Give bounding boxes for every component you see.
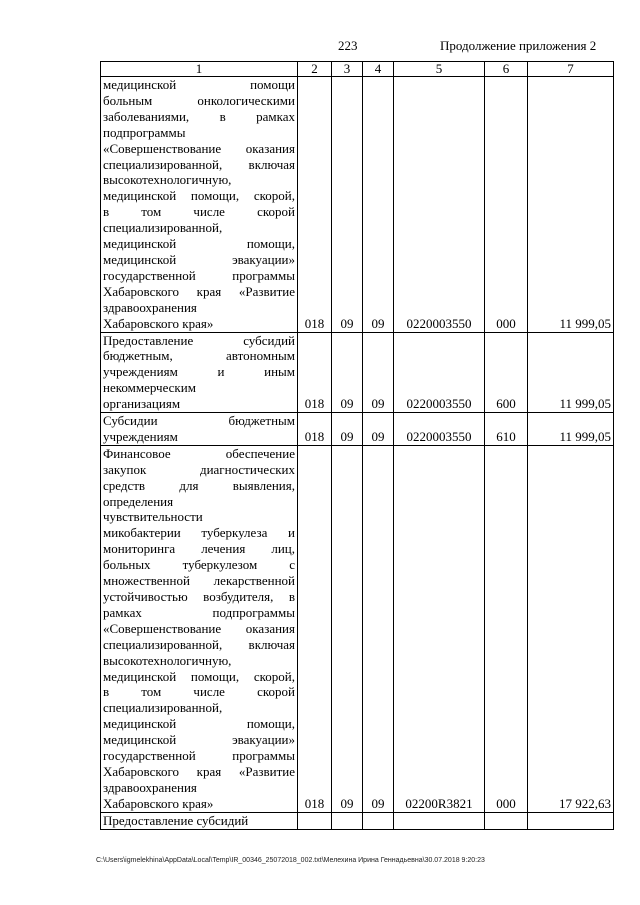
grbs-code-cell: 018	[298, 413, 332, 446]
item-name-line: больным онкологическими	[103, 92, 295, 108]
section-code-cell: 09	[332, 413, 363, 446]
subsection-code-cell: 09	[363, 413, 394, 446]
amount-cell: 11 999,05	[528, 413, 614, 446]
grbs-code-cell: 018	[298, 445, 332, 812]
table-row	[101, 332, 614, 413]
item-name-line: Субсидии бюджетным	[103, 413, 295, 429]
item-name-line: некоммерческим	[103, 380, 196, 396]
item-name-line: учреждениям	[103, 428, 178, 444]
section-code-cell: 09	[332, 445, 363, 812]
item-name-line: специализированной,	[103, 220, 223, 236]
item-name-line: средств для выявления,	[103, 477, 295, 493]
item-name-line: заболеваниями, в рамках	[103, 108, 295, 124]
item-name-line: государственной программы	[103, 267, 295, 283]
item-name-line: медицинской помощи, скорой,	[103, 668, 295, 684]
item-name-line: чувствительности	[103, 509, 203, 525]
amount-cell: 11 999,05	[528, 332, 614, 413]
item-name-line: «Совершенствование оказания	[103, 620, 295, 636]
appendix-continuation: Продолжение приложения 2	[440, 38, 597, 53]
expense-type-cell: 600	[485, 332, 528, 413]
item-name-line: высокотехнологичную,	[103, 652, 232, 668]
amount-cell: 11 999,05	[528, 77, 614, 333]
item-name-cell	[101, 812, 298, 829]
item-name-line: рамках подпрограммы	[103, 604, 295, 620]
page-number: 223	[338, 38, 358, 53]
expense-type-cell: 000	[485, 77, 528, 333]
grbs-code-cell: 018	[298, 332, 332, 413]
subsection-code-cell	[363, 812, 394, 829]
file-path-footer: C:\Users\igmelekhina\AppData\Local\Temp\IR_00346_25072018_002.txt\Мелехина Ирина Геннадьевна\30.07.2018 9:20:23	[96, 857, 485, 864]
section-code-cell	[332, 812, 363, 829]
target-article-cell: 0220003550	[394, 332, 485, 413]
item-name-line: учреждениям и иным	[103, 364, 295, 380]
column-header: 4	[363, 62, 394, 77]
item-name-line: Хабаровского края»	[103, 795, 214, 811]
section-code-cell: 09	[332, 332, 363, 413]
item-name-line: устойчивостью возбудителя, в	[103, 589, 295, 604]
grbs-code-cell	[298, 812, 332, 829]
header-row	[101, 62, 614, 77]
item-name-line: высокотехнологичную,	[103, 172, 232, 188]
item-name-cell	[101, 445, 298, 812]
amount-cell: 17 922,63	[528, 445, 614, 812]
table-row	[101, 77, 614, 333]
expense-type-cell: 000	[485, 445, 528, 812]
item-name-line: медицинской помощи	[103, 77, 295, 92]
item-name-line: больных туберкулезом с	[103, 557, 295, 573]
column-header: 7	[528, 62, 614, 77]
item-name-line: специализированной, включая	[103, 636, 295, 652]
column-header: 3	[332, 62, 363, 77]
section-code-cell: 09	[332, 77, 363, 333]
item-name-line: медицинской помощи,	[103, 716, 295, 732]
item-name-line: специализированной,	[103, 700, 223, 716]
column-header: 2	[298, 62, 332, 77]
item-name-line: здравоохранения	[103, 299, 197, 315]
item-name-line: Хабаровского края «Развитие	[103, 763, 295, 779]
item-name-line: медицинской эвакуации»	[103, 732, 295, 748]
item-name-line: «Совершенствование оказания	[103, 140, 295, 156]
item-name-line: бюджетным, автономным	[103, 348, 295, 364]
item-name-line: определения	[103, 493, 174, 509]
table-row	[101, 445, 614, 812]
column-header: 5	[394, 62, 485, 77]
grbs-code-cell: 018	[298, 77, 332, 333]
table-row	[101, 413, 614, 446]
item-name-line: мониторинга лечения лиц,	[103, 541, 295, 557]
item-name-line: в том числе скорой	[103, 684, 295, 700]
item-name-line: Финансовое обеспечение	[103, 445, 295, 461]
target-article-cell: 0220003550	[394, 413, 485, 446]
item-name-cell	[101, 77, 298, 333]
item-name-line: множественной лекарственной	[103, 573, 295, 589]
expense-type-cell	[485, 812, 528, 829]
item-name-cell	[101, 332, 298, 413]
item-name-line: микобактерии туберкулеза и	[103, 525, 295, 541]
item-name-line: Хабаровского края «Развитие	[103, 283, 295, 299]
subsection-code-cell: 09	[363, 77, 394, 333]
item-name-cell	[101, 413, 298, 446]
item-name-line: закупок диагностических	[103, 461, 295, 477]
item-name-line: медицинской помощи, скорой,	[103, 188, 295, 204]
amount-cell	[528, 812, 614, 829]
subsection-code-cell: 09	[363, 445, 394, 812]
item-name-line: государственной программы	[103, 748, 295, 764]
column-header: 1	[101, 62, 298, 77]
item-name-line: Хабаровского края»	[103, 315, 214, 331]
table-row	[101, 812, 614, 829]
target-article-cell	[394, 812, 485, 829]
target-article-cell: 02200R3821	[394, 445, 485, 812]
target-article-cell: 0220003550	[394, 77, 485, 333]
item-name-line: в том числе скорой	[103, 204, 295, 220]
item-name-line: медицинской помощи,	[103, 236, 295, 252]
item-name-line: Предоставление субсидий	[103, 812, 249, 828]
budget-table	[100, 61, 614, 830]
column-header: 6	[485, 62, 528, 77]
item-name-line: организациям	[103, 396, 181, 412]
item-name-line: специализированной, включая	[103, 156, 295, 172]
expense-type-cell: 610	[485, 413, 528, 446]
item-name-line: медицинской эвакуации»	[103, 251, 295, 267]
item-name-line: Предоставление субсидий	[103, 332, 295, 348]
subsection-code-cell: 09	[363, 332, 394, 413]
item-name-line: здравоохранения	[103, 779, 197, 795]
item-name-line: подпрограммы	[103, 124, 186, 140]
